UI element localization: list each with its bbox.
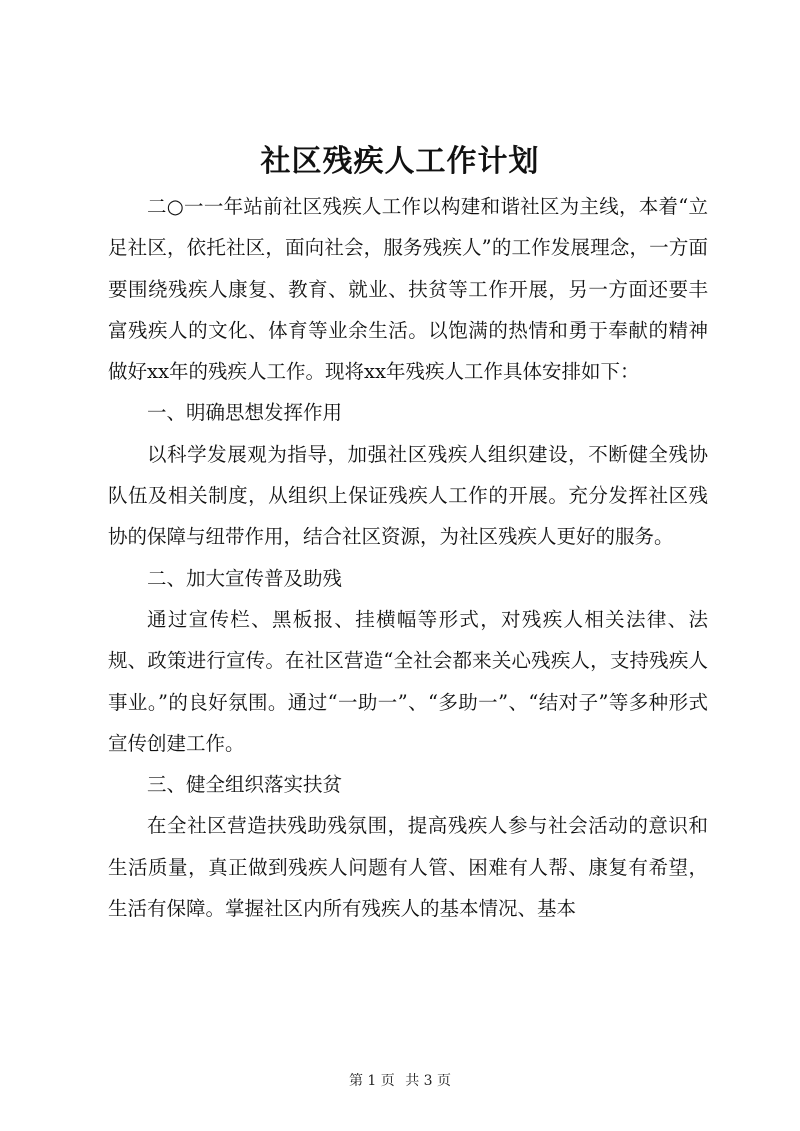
intro-paragraph: 二○一一年站前社区残疾人工作以构建和谐社区为主线，本着“立足社区，依托社区，面向社会，服务残疾人”的工作发展理念，一方面要围绕残疾人康复、教育、就业、扶贫等工作开展，另一方面还要丰富残疾人的文化、体育等业余生活。以饱满的热情和勇于奉献的精神做好xx年的残疾人工作。现将xx年残疾人工作具体安排如下： [108, 195, 708, 384]
section-heading-3: 三、健全组织落实扶贫 [147, 773, 343, 797]
section-paragraph-1: 以科学发展观为指导，加强社区残疾人组织建设，不断健全残协队伍及相关制度，从组织上保证残疾人工作的开展。充分发挥社区残协的保障与纽带作用，结合社区资源，为社区残疾人更好的服务。 [108, 442, 708, 549]
document-body [108, 186, 708, 929]
page-number: 第 1 页 [348, 1073, 395, 1089]
page-title: 社区残疾人工作计划 [260, 144, 540, 179]
page-footer [0, 1071, 800, 1091]
section-paragraph-2: 通过宣传栏、黑板报、挂横幅等形式，对残疾人相关法律、法规、政策进行宣传。在社区营造“全社会都来关心残疾人，支持残疾人事业。”的良好氛围。通过“一助一”、“多助一”、“结对子”等多种形式宣传创建工作。 [108, 607, 708, 755]
section-paragraph-3: 在全社区营造扶残助残氛围，提高残疾人参与社会活动的意识和生活质量，真正做到残疾人问题有人管、困难有人帮、康复有希望，生活有保障。掌握社区内所有残疾人的基本情况、基本 [108, 814, 708, 921]
section-heading-1: 一、明确思想发挥作用 [147, 401, 343, 425]
total-pages: 共 3 页 [405, 1073, 452, 1089]
section-heading-2: 二、加大宣传普及助残 [147, 566, 343, 590]
